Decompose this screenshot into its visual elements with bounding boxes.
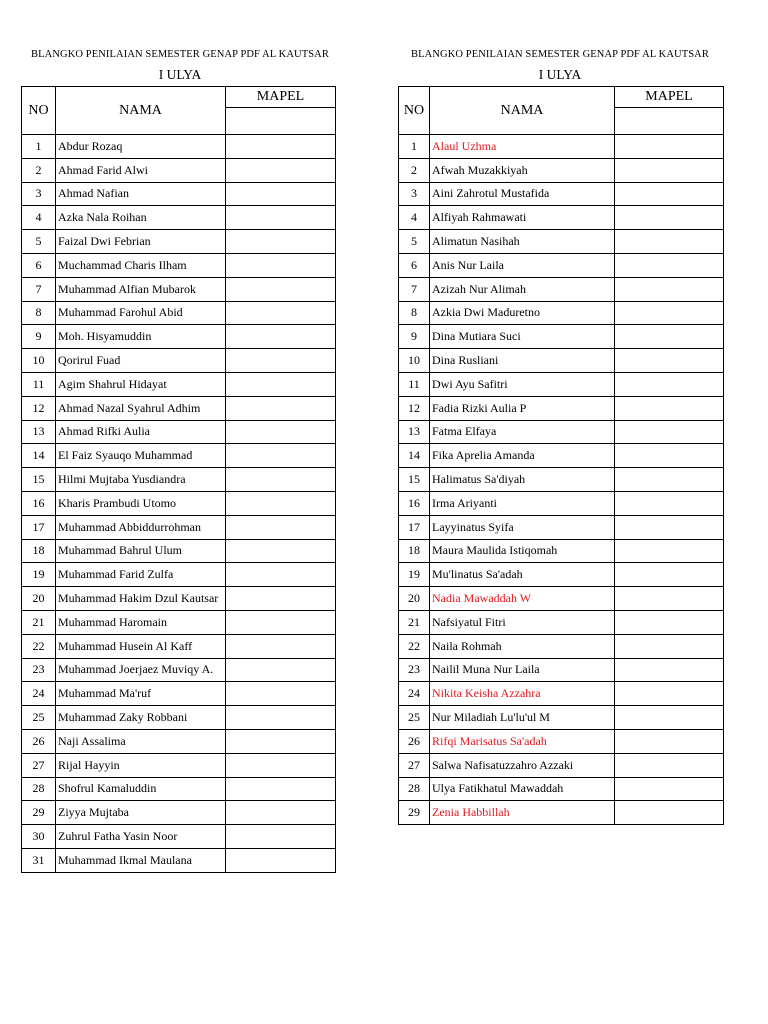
student-name: Muchammad Charis Ilham xyxy=(56,253,226,277)
student-name: Alaul Uzhma xyxy=(430,135,615,159)
row-number: 13 xyxy=(399,420,430,444)
score-cell[interactable] xyxy=(615,706,724,730)
student-name: Zuhrul Fatha Yasin Noor xyxy=(56,825,226,849)
row-number: 19 xyxy=(22,563,56,587)
score-cell[interactable] xyxy=(226,158,336,182)
score-cell[interactable] xyxy=(226,253,336,277)
score-cell[interactable] xyxy=(226,729,336,753)
row-number: 24 xyxy=(399,682,430,706)
table-row xyxy=(22,444,336,468)
table-row xyxy=(22,301,336,325)
row-number: 11 xyxy=(399,372,430,396)
table-row xyxy=(399,182,724,206)
student-name: Rifqi Marisatus Sa'adah xyxy=(430,729,615,753)
score-cell[interactable] xyxy=(226,825,336,849)
row-number: 29 xyxy=(399,801,430,825)
student-name: Abdur Rozaq xyxy=(56,135,226,159)
score-cell[interactable] xyxy=(615,420,724,444)
left-roster-table xyxy=(21,86,336,873)
student-name: Ziyya Mujtaba xyxy=(56,801,226,825)
row-number: 8 xyxy=(22,301,56,325)
score-cell[interactable] xyxy=(615,777,724,801)
score-cell[interactable] xyxy=(226,563,336,587)
student-name: Muhammad Farohul Abid xyxy=(56,301,226,325)
row-number: 16 xyxy=(22,491,56,515)
score-cell[interactable] xyxy=(615,515,724,539)
score-cell[interactable] xyxy=(226,182,336,206)
row-number: 3 xyxy=(399,182,430,206)
student-name: Azkia Dwi Maduretno xyxy=(430,301,615,325)
row-number: 28 xyxy=(399,777,430,801)
table-row xyxy=(399,539,724,563)
student-name: Ahmad Farid Alwi xyxy=(56,158,226,182)
student-name: Muhammad Ikmal Maulana xyxy=(56,848,226,872)
student-name: Aini Zahrotul Mustafida xyxy=(430,182,615,206)
mapel-subject-cell[interactable] xyxy=(226,108,336,135)
table-row xyxy=(22,634,336,658)
score-cell[interactable] xyxy=(615,682,724,706)
student-name: El Faiz Syauqo Muhammad xyxy=(56,444,226,468)
table-row xyxy=(22,182,336,206)
column-header-mapel: MAPEL xyxy=(615,87,724,108)
student-name: Dina Mutiara Suci xyxy=(430,325,615,349)
student-name: Fatma Elfaya xyxy=(430,420,615,444)
student-name: Rijal Hayyin xyxy=(56,753,226,777)
table-row xyxy=(22,277,336,301)
student-name: Ahmad Nazal Syahrul Adhim xyxy=(56,396,226,420)
score-cell[interactable] xyxy=(226,325,336,349)
student-name: Dina Rusliani xyxy=(430,349,615,373)
row-number: 27 xyxy=(399,753,430,777)
table-row xyxy=(399,491,724,515)
score-cell[interactable] xyxy=(226,396,336,420)
score-cell[interactable] xyxy=(615,372,724,396)
table-row xyxy=(399,777,724,801)
row-number: 2 xyxy=(399,158,430,182)
table-row xyxy=(399,468,724,492)
student-name: Qorirul Fuad xyxy=(56,349,226,373)
student-name: Muhammad Bahrul Ulum xyxy=(56,539,226,563)
row-number: 10 xyxy=(22,349,56,373)
student-name: Muhammad Abbiddurrohman xyxy=(56,515,226,539)
table-row xyxy=(399,658,724,682)
student-name: Ahmad Rifki Aulia xyxy=(56,420,226,444)
table-row xyxy=(22,230,336,254)
score-cell[interactable] xyxy=(615,610,724,634)
table-row xyxy=(22,158,336,182)
table-row xyxy=(22,206,336,230)
table-row xyxy=(399,515,724,539)
score-cell[interactable] xyxy=(615,277,724,301)
score-cell[interactable] xyxy=(226,682,336,706)
score-cell[interactable] xyxy=(615,135,724,159)
column-header-no: NO xyxy=(399,87,430,135)
table-row xyxy=(22,325,336,349)
table-row xyxy=(22,396,336,420)
table-row xyxy=(399,729,724,753)
row-number: 18 xyxy=(22,539,56,563)
right-roster-body xyxy=(399,135,724,825)
row-number: 20 xyxy=(22,587,56,611)
row-number: 26 xyxy=(22,729,56,753)
column-header-no: NO xyxy=(22,87,56,135)
score-cell[interactable] xyxy=(226,420,336,444)
student-name: Muhammad Ma'ruf xyxy=(56,682,226,706)
score-cell[interactable] xyxy=(226,277,336,301)
table-row xyxy=(399,801,724,825)
student-name: Fadia Rizki Aulia P xyxy=(430,396,615,420)
score-cell[interactable] xyxy=(615,230,724,254)
row-number: 3 xyxy=(22,182,56,206)
row-number: 7 xyxy=(399,277,430,301)
student-name: Dwi Ayu Safitri xyxy=(430,372,615,396)
table-row xyxy=(399,325,724,349)
table-row xyxy=(399,420,724,444)
row-number: 8 xyxy=(399,301,430,325)
student-name: Naji Assalima xyxy=(56,729,226,753)
score-cell[interactable] xyxy=(615,587,724,611)
table-row xyxy=(399,158,724,182)
student-name: Muhammad Joerjaez Muviqy A. xyxy=(56,658,226,682)
row-number: 6 xyxy=(22,253,56,277)
row-number: 19 xyxy=(399,563,430,587)
student-name: Afwah Muzakkiyah xyxy=(430,158,615,182)
row-number: 17 xyxy=(22,515,56,539)
table-row xyxy=(22,658,336,682)
right-roster-table xyxy=(398,86,724,825)
row-number: 2 xyxy=(22,158,56,182)
right-class-name: I ULYA xyxy=(538,67,582,82)
score-cell[interactable] xyxy=(615,301,724,325)
table-row xyxy=(399,563,724,587)
table-row xyxy=(399,230,724,254)
row-number: 26 xyxy=(399,729,430,753)
table-row xyxy=(399,396,724,420)
row-number: 10 xyxy=(399,349,430,373)
row-number: 29 xyxy=(22,801,56,825)
score-cell[interactable] xyxy=(615,468,724,492)
table-row xyxy=(22,825,336,849)
student-name: Shofrul Kamaluddin xyxy=(56,777,226,801)
row-number: 24 xyxy=(22,682,56,706)
row-number: 12 xyxy=(22,396,56,420)
table-row xyxy=(22,468,336,492)
row-number: 14 xyxy=(399,444,430,468)
table-row xyxy=(399,706,724,730)
student-name: Faizal Dwi Febrian xyxy=(56,230,226,254)
row-number: 12 xyxy=(399,396,430,420)
table-row xyxy=(399,444,724,468)
score-cell[interactable] xyxy=(615,158,724,182)
score-cell[interactable] xyxy=(226,753,336,777)
table-row xyxy=(22,135,336,159)
score-cell[interactable] xyxy=(615,658,724,682)
score-cell[interactable] xyxy=(615,801,724,825)
score-cell[interactable] xyxy=(226,135,336,159)
table-row xyxy=(22,539,336,563)
row-number: 5 xyxy=(22,230,56,254)
score-cell[interactable] xyxy=(615,444,724,468)
score-cell[interactable] xyxy=(615,634,724,658)
student-name: Naila Rohmah xyxy=(430,634,615,658)
row-number: 15 xyxy=(399,468,430,492)
score-cell[interactable] xyxy=(226,539,336,563)
table-row xyxy=(399,587,724,611)
row-number: 22 xyxy=(22,634,56,658)
row-number: 9 xyxy=(399,325,430,349)
row-number: 20 xyxy=(399,587,430,611)
score-cell[interactable] xyxy=(226,468,336,492)
table-row xyxy=(399,135,724,159)
student-name: Kharis Prambudi Utomo xyxy=(56,491,226,515)
score-cell[interactable] xyxy=(615,491,724,515)
row-number: 9 xyxy=(22,325,56,349)
student-name: Alimatun Nasihah xyxy=(430,230,615,254)
score-cell[interactable] xyxy=(226,301,336,325)
score-cell[interactable] xyxy=(226,206,336,230)
score-cell[interactable] xyxy=(226,848,336,872)
row-number: 4 xyxy=(399,206,430,230)
student-name: Ulya Fatikhatul Mawaddah xyxy=(430,777,615,801)
student-name: Maura Maulida Istiqomah xyxy=(430,539,615,563)
score-cell[interactable] xyxy=(615,349,724,373)
student-name: Agim Shahrul Hidayat xyxy=(56,372,226,396)
row-number: 11 xyxy=(22,372,56,396)
table-row xyxy=(22,420,336,444)
table-row xyxy=(399,753,724,777)
row-number: 25 xyxy=(399,706,430,730)
student-name: Irma Ariyanti xyxy=(430,491,615,515)
student-name: Layyinatus Syifa xyxy=(430,515,615,539)
score-cell[interactable] xyxy=(226,444,336,468)
student-name: Muhammad Zaky Robbani xyxy=(56,706,226,730)
score-cell[interactable] xyxy=(226,777,336,801)
table-row xyxy=(22,729,336,753)
table-row xyxy=(399,301,724,325)
row-number: 23 xyxy=(22,658,56,682)
score-cell[interactable] xyxy=(615,253,724,277)
student-name: Muhammad Hakim Dzul Kautsar xyxy=(56,587,226,611)
table-row xyxy=(22,587,336,611)
student-name: Mu'linatus Sa'adah xyxy=(430,563,615,587)
score-cell[interactable] xyxy=(226,610,336,634)
row-number: 16 xyxy=(399,491,430,515)
student-name: Hilmi Mujtaba Yusdiandra xyxy=(56,468,226,492)
row-number: 15 xyxy=(22,468,56,492)
score-cell[interactable] xyxy=(226,706,336,730)
row-number: 23 xyxy=(399,658,430,682)
row-number: 13 xyxy=(22,420,56,444)
table-row xyxy=(399,349,724,373)
score-cell[interactable] xyxy=(226,230,336,254)
score-cell[interactable] xyxy=(615,206,724,230)
student-name: Ahmad Nafian xyxy=(56,182,226,206)
row-number: 14 xyxy=(22,444,56,468)
score-cell[interactable] xyxy=(615,539,724,563)
table-row xyxy=(399,206,724,230)
row-number: 28 xyxy=(22,777,56,801)
score-cell[interactable] xyxy=(615,396,724,420)
table-row xyxy=(22,848,336,872)
table-row xyxy=(22,706,336,730)
student-name: Nailil Muna Nur Laila xyxy=(430,658,615,682)
table-row xyxy=(22,801,336,825)
student-name: Anis Nur Laila xyxy=(430,253,615,277)
row-number: 25 xyxy=(22,706,56,730)
row-number: 1 xyxy=(399,135,430,159)
row-number: 21 xyxy=(399,610,430,634)
row-number: 6 xyxy=(399,253,430,277)
row-number: 5 xyxy=(399,230,430,254)
student-name: Muhammad Husein Al Kaff xyxy=(56,634,226,658)
student-name: Azka Nala Roihan xyxy=(56,206,226,230)
table-row xyxy=(22,777,336,801)
score-cell[interactable] xyxy=(615,729,724,753)
student-name: Azizah Nur Alimah xyxy=(430,277,615,301)
right-sheet-heading: BLANGKO PENILAIAN SEMESTER GENAP PDF AL KAUTSAR xyxy=(411,49,709,60)
student-name: Muhammad Haromain xyxy=(56,610,226,634)
row-number: 4 xyxy=(22,206,56,230)
left-roster-body xyxy=(22,135,336,873)
table-row xyxy=(22,515,336,539)
table-row xyxy=(399,610,724,634)
table-row xyxy=(22,349,336,373)
table-row xyxy=(22,753,336,777)
column-header-name: NAMA xyxy=(430,87,615,135)
mapel-subject-cell[interactable] xyxy=(615,108,724,135)
score-cell[interactable] xyxy=(226,349,336,373)
score-cell[interactable] xyxy=(226,587,336,611)
table-row xyxy=(22,682,336,706)
score-cell[interactable] xyxy=(226,515,336,539)
row-number: 21 xyxy=(22,610,56,634)
row-number: 27 xyxy=(22,753,56,777)
table-row xyxy=(22,372,336,396)
left-class-name: I ULYA xyxy=(158,67,202,82)
column-header-mapel: MAPEL xyxy=(226,87,336,108)
row-number: 18 xyxy=(399,539,430,563)
table-row xyxy=(22,253,336,277)
table-row xyxy=(22,610,336,634)
student-name: Nadia Mawaddah W xyxy=(430,587,615,611)
row-number: 30 xyxy=(22,825,56,849)
row-number: 1 xyxy=(22,135,56,159)
score-cell[interactable] xyxy=(615,325,724,349)
score-cell[interactable] xyxy=(615,753,724,777)
student-name: Moh. Hisyamuddin xyxy=(56,325,226,349)
score-cell[interactable] xyxy=(226,634,336,658)
row-number: 31 xyxy=(22,848,56,872)
table-row xyxy=(22,563,336,587)
score-cell[interactable] xyxy=(615,182,724,206)
score-cell[interactable] xyxy=(226,658,336,682)
student-name: Nur Miladiah Lu'lu'ul M xyxy=(430,706,615,730)
student-name: Zenia Habbillah xyxy=(430,801,615,825)
table-row xyxy=(399,634,724,658)
student-name: Alfiyah Rahmawati xyxy=(430,206,615,230)
student-name: Halimatus Sa'diyah xyxy=(430,468,615,492)
table-row xyxy=(399,277,724,301)
student-name: Salwa Nafisatuzzahro Azzaki xyxy=(430,753,615,777)
table-row xyxy=(399,682,724,706)
table-row xyxy=(399,253,724,277)
row-number: 7 xyxy=(22,277,56,301)
column-header-name: NAMA xyxy=(56,87,226,135)
table-row xyxy=(399,372,724,396)
student-name: Nikita Keisha Azzahra xyxy=(430,682,615,706)
row-number: 22 xyxy=(399,634,430,658)
score-cell[interactable] xyxy=(226,491,336,515)
student-name: Muhammad Farid Zulfa xyxy=(56,563,226,587)
score-cell[interactable] xyxy=(615,563,724,587)
score-cell[interactable] xyxy=(226,801,336,825)
left-sheet-heading: BLANGKO PENILAIAN SEMESTER GENAP PDF AL KAUTSAR xyxy=(31,49,329,60)
row-number: 17 xyxy=(399,515,430,539)
student-name: Muhammad Alfian Mubarok xyxy=(56,277,226,301)
student-name: Nafsiyatul Fitri xyxy=(430,610,615,634)
score-cell[interactable] xyxy=(226,372,336,396)
student-name: Fika Aprelia Amanda xyxy=(430,444,615,468)
table-row xyxy=(22,491,336,515)
